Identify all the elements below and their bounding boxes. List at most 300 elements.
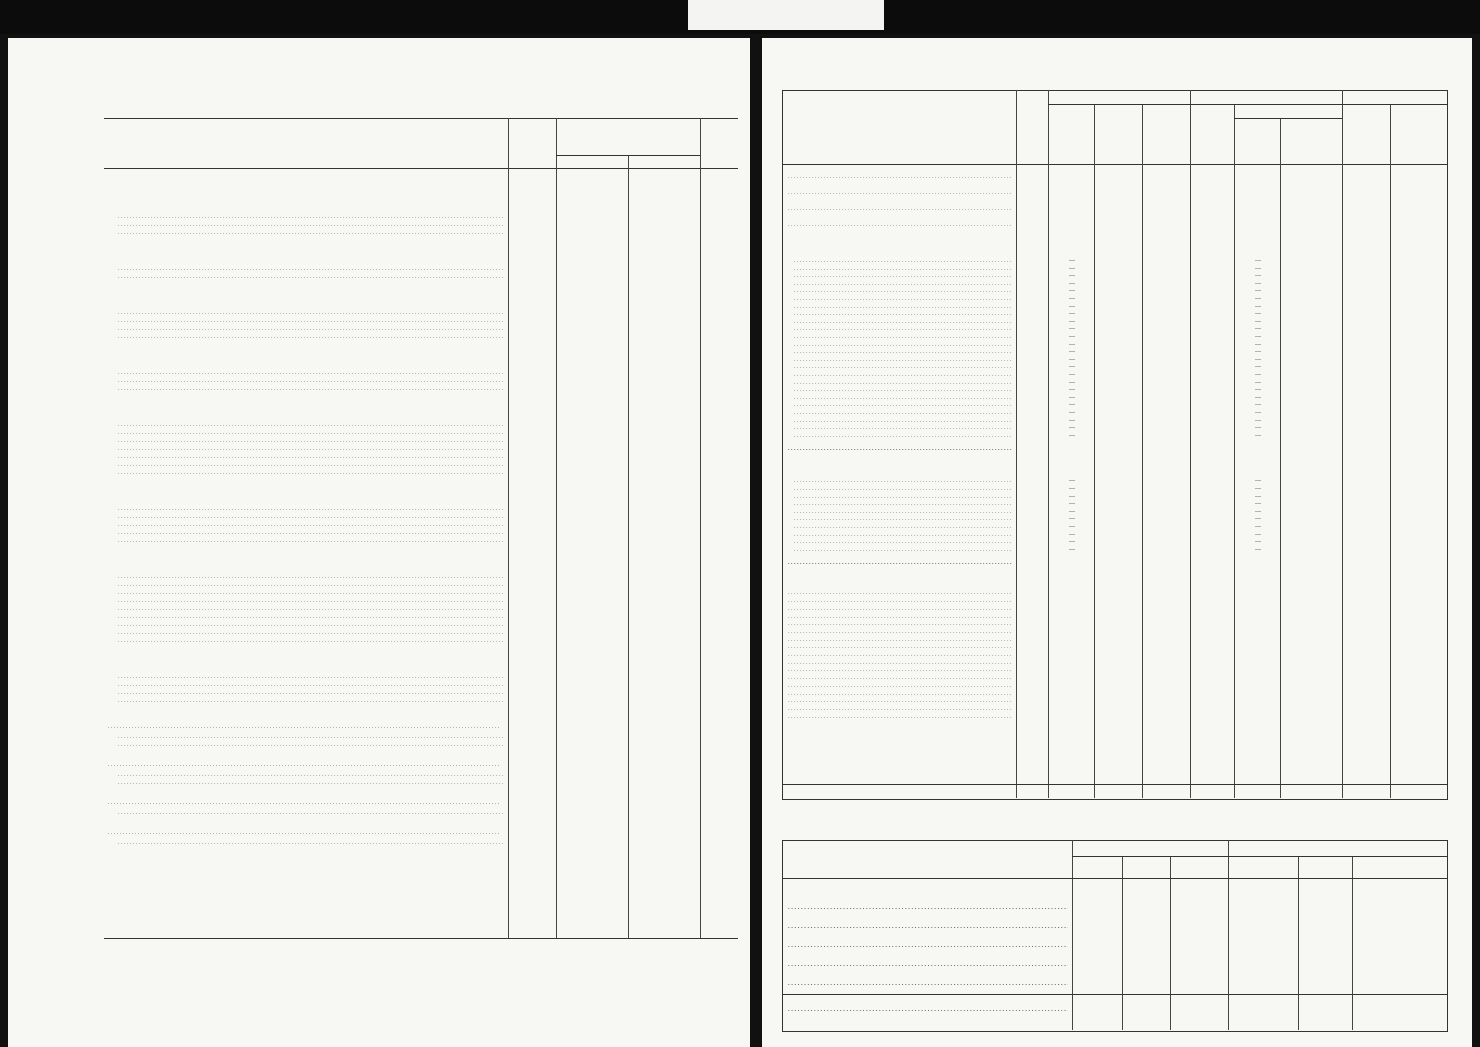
row-prezzo-tessera: — xyxy=(1255,296,1261,302)
table-row xyxy=(762,606,1472,613)
row-genere xyxy=(788,560,1012,567)
table-row xyxy=(762,342,1472,349)
summary-capitolo xyxy=(788,961,1068,968)
row-tessera: — xyxy=(1069,296,1075,302)
row-genere xyxy=(794,486,1012,493)
row-description xyxy=(118,214,504,221)
row-description xyxy=(118,438,504,445)
table-row xyxy=(8,772,750,779)
row-description xyxy=(118,734,504,741)
row-description xyxy=(118,622,504,629)
group-row xyxy=(8,664,750,671)
row-prezzo-tessera: — xyxy=(1255,326,1261,333)
table-row xyxy=(8,454,750,461)
row-prezzo-tessera: — xyxy=(1255,486,1261,492)
row-genere xyxy=(794,532,1012,539)
table-row xyxy=(8,598,750,605)
row-description xyxy=(118,326,504,333)
row-genere xyxy=(788,714,1012,721)
table-row xyxy=(8,574,750,581)
row-description xyxy=(118,780,504,787)
group-title xyxy=(108,724,504,731)
row-genere xyxy=(788,637,1012,644)
row-genere xyxy=(794,372,1012,379)
table-row xyxy=(762,319,1472,326)
table-row xyxy=(8,840,750,847)
table-row xyxy=(762,614,1472,621)
row-description xyxy=(118,506,504,513)
table-row xyxy=(8,326,750,333)
group-title xyxy=(108,830,504,837)
table-row xyxy=(762,372,1472,379)
row-genere xyxy=(788,675,1012,682)
row-genere xyxy=(794,288,1012,295)
table-row xyxy=(8,214,750,221)
table-row xyxy=(8,538,750,545)
row-tessera: — xyxy=(1069,387,1075,394)
table-row xyxy=(762,258,1472,265)
table-row xyxy=(8,698,750,705)
group-row xyxy=(762,250,1472,257)
summary-capitolo xyxy=(788,980,1068,987)
table-24b-frame xyxy=(782,840,1448,1032)
row-genere xyxy=(794,364,1012,371)
table-row xyxy=(762,590,1472,597)
row-genere xyxy=(794,326,1012,333)
row-prezzo-tessera: — xyxy=(1255,318,1261,325)
row-genere xyxy=(794,395,1012,402)
row-description xyxy=(118,462,504,469)
row-description xyxy=(118,582,504,589)
group-row xyxy=(8,800,750,807)
row-genere xyxy=(794,258,1012,265)
group-title xyxy=(108,762,504,769)
row-genere xyxy=(794,273,1012,280)
row-tessera: — xyxy=(1069,508,1075,515)
row-tessera: — xyxy=(1069,539,1075,546)
row-tessera: — xyxy=(1069,531,1075,538)
table-row xyxy=(762,311,1472,318)
table-row xyxy=(762,509,1472,516)
row-genere xyxy=(788,222,1012,229)
row-description xyxy=(118,230,504,237)
row-description xyxy=(118,386,504,393)
summary-row xyxy=(762,961,1472,968)
row-description xyxy=(118,514,504,521)
table-row xyxy=(762,714,1472,721)
row-genere xyxy=(794,539,1012,546)
row-genere xyxy=(794,319,1012,326)
group-row xyxy=(8,360,750,367)
row-tessera: — xyxy=(1069,273,1075,280)
row-tessera: — xyxy=(1069,478,1075,485)
row-prezzo-tessera: — xyxy=(1255,341,1261,348)
table-row xyxy=(762,410,1472,417)
row-genere xyxy=(788,706,1012,713)
row-prezzo-tessera: — xyxy=(1255,273,1261,280)
table-row xyxy=(762,501,1472,508)
summary-capitolo xyxy=(788,904,1068,911)
table-row xyxy=(762,266,1472,273)
row-description xyxy=(118,334,504,341)
row-genere xyxy=(794,478,1012,485)
row-genere xyxy=(794,418,1012,425)
row-description xyxy=(118,266,504,273)
subtotal-row xyxy=(762,560,1472,567)
row-genere xyxy=(794,387,1012,394)
row-description xyxy=(118,630,504,637)
right-page xyxy=(762,38,1472,1047)
row-genere xyxy=(794,266,1012,273)
group-row xyxy=(8,256,750,263)
row-prezzo-tessera: — xyxy=(1255,501,1261,508)
table-row xyxy=(762,478,1472,485)
table-row xyxy=(762,660,1472,667)
table-row xyxy=(762,357,1472,364)
row-description xyxy=(118,598,504,605)
row-description xyxy=(118,682,504,689)
row-description xyxy=(118,810,504,817)
summary-capitolo xyxy=(788,1006,1068,1013)
table-row xyxy=(8,462,750,469)
row-genere xyxy=(794,433,1012,440)
row-genere xyxy=(788,614,1012,621)
row-prezzo-tessera: — xyxy=(1255,265,1261,272)
row-genere xyxy=(788,691,1012,698)
summary-capitolo xyxy=(788,942,1068,949)
group-row xyxy=(8,762,750,769)
row-description xyxy=(118,378,504,385)
group-row xyxy=(8,724,750,731)
table-row xyxy=(762,652,1472,659)
table-row xyxy=(762,380,1472,387)
row-genere xyxy=(788,174,1012,181)
row-genere xyxy=(794,501,1012,508)
group-row xyxy=(8,496,750,503)
summary-row xyxy=(762,904,1472,911)
row-prezzo-tessera: — xyxy=(1255,303,1261,310)
row-prezzo-tessera: — xyxy=(1255,531,1261,538)
row-genere xyxy=(788,629,1012,636)
table-row xyxy=(762,598,1472,605)
table-row xyxy=(762,418,1472,425)
row-tessera: — xyxy=(1069,303,1075,310)
row-description xyxy=(118,698,504,705)
table-row xyxy=(8,266,750,273)
row-genere xyxy=(794,402,1012,409)
row-description xyxy=(118,422,504,429)
row-description xyxy=(118,446,504,453)
row-tessera: — xyxy=(1069,288,1075,295)
row-tessera: — xyxy=(1069,341,1075,348)
table-row xyxy=(762,433,1472,440)
table-row xyxy=(762,190,1472,197)
row-tessera: — xyxy=(1069,410,1075,416)
group-row xyxy=(8,300,750,307)
table-row xyxy=(8,780,750,787)
row-description xyxy=(118,840,504,847)
row-tessera: — xyxy=(1069,280,1075,287)
row-prezzo-tessera: — xyxy=(1255,349,1261,356)
table-row xyxy=(8,506,750,513)
row-prezzo-tessera: — xyxy=(1255,493,1261,500)
row-tessera: — xyxy=(1069,334,1075,340)
group-row xyxy=(8,412,750,419)
row-tessera: — xyxy=(1069,326,1075,333)
row-prezzo-tessera: — xyxy=(1255,280,1261,287)
summary-row xyxy=(762,942,1472,949)
row-tessera: — xyxy=(1069,524,1075,530)
row-genere xyxy=(794,296,1012,303)
row-prezzo-tessera: — xyxy=(1255,516,1261,523)
row-prezzo-tessera: — xyxy=(1255,334,1261,340)
row-genere xyxy=(794,349,1012,356)
summary-capitolo xyxy=(788,923,1068,930)
row-genere xyxy=(788,190,1012,197)
summary-total-row xyxy=(762,1006,1472,1013)
row-tessera: — xyxy=(1069,311,1075,318)
row-genere xyxy=(788,621,1012,628)
row-tessera: — xyxy=(1069,265,1075,272)
summary-row xyxy=(762,923,1472,930)
table-row xyxy=(762,539,1472,546)
row-tessera: — xyxy=(1069,356,1075,363)
row-tessera: — xyxy=(1069,402,1075,409)
table-row xyxy=(762,547,1472,554)
table-row xyxy=(8,318,750,325)
row-description xyxy=(118,614,504,621)
row-tessera: — xyxy=(1069,394,1075,401)
table-row xyxy=(8,810,750,817)
subtotal-row xyxy=(762,446,1472,453)
table-row xyxy=(8,630,750,637)
row-genere xyxy=(788,598,1012,605)
table-row xyxy=(762,334,1472,341)
table-row xyxy=(8,470,750,477)
row-description xyxy=(118,430,504,437)
table-row xyxy=(8,614,750,621)
row-genere xyxy=(794,410,1012,417)
row-prezzo-tessera: — xyxy=(1255,539,1261,546)
table-row xyxy=(8,606,750,613)
table-row xyxy=(762,532,1472,539)
table-row xyxy=(8,734,750,741)
table-row xyxy=(762,667,1472,674)
table-row xyxy=(8,622,750,629)
row-genere xyxy=(794,342,1012,349)
total-row xyxy=(762,788,1472,795)
scanner-top-paper xyxy=(688,0,884,30)
table-row xyxy=(8,682,750,689)
table-row xyxy=(762,387,1472,394)
row-genere xyxy=(788,446,1012,453)
row-genere xyxy=(794,304,1012,311)
table-row xyxy=(8,742,750,749)
row-prezzo-tessera: — xyxy=(1255,524,1261,530)
row-prezzo-tessera: — xyxy=(1255,508,1261,515)
row-genere xyxy=(788,652,1012,659)
table-row xyxy=(8,590,750,597)
row-prezzo-tessera: — xyxy=(1255,356,1261,363)
table-row xyxy=(762,644,1472,651)
row-prezzo-tessera: — xyxy=(1255,402,1261,409)
row-description xyxy=(118,674,504,681)
table-row xyxy=(762,706,1472,713)
row-description xyxy=(118,590,504,597)
row-prezzo-tessera: — xyxy=(1255,258,1261,264)
table-row xyxy=(762,364,1472,371)
table-row xyxy=(8,230,750,237)
row-prezzo-tessera: — xyxy=(1255,311,1261,318)
row-description xyxy=(118,530,504,537)
row-genere xyxy=(788,206,1012,213)
summary-row xyxy=(762,980,1472,987)
row-prezzo-tessera: — xyxy=(1255,425,1261,432)
row-description xyxy=(118,274,504,281)
table-row xyxy=(762,281,1472,288)
table-row xyxy=(8,522,750,529)
table-row xyxy=(8,530,750,537)
row-tessera: — xyxy=(1069,258,1075,264)
row-genere xyxy=(794,494,1012,501)
row-tessera: — xyxy=(1069,379,1075,386)
row-genere xyxy=(794,516,1012,523)
table-row xyxy=(8,582,750,589)
row-prezzo-tessera: — xyxy=(1255,546,1261,553)
group-row xyxy=(8,830,750,837)
row-tessera: — xyxy=(1069,417,1075,424)
table-row xyxy=(762,296,1472,303)
row-prezzo-tessera: — xyxy=(1255,432,1261,439)
group-title xyxy=(108,800,504,807)
row-description xyxy=(118,742,504,749)
table-row xyxy=(762,524,1472,531)
row-tessera: — xyxy=(1069,349,1075,356)
row-genere xyxy=(788,683,1012,690)
row-genere xyxy=(788,590,1012,597)
row-genere xyxy=(794,380,1012,387)
group-row xyxy=(8,564,750,571)
row-description xyxy=(118,470,504,477)
row-genere xyxy=(794,311,1012,318)
row-prezzo-tessera: — xyxy=(1255,364,1261,371)
table-row xyxy=(762,698,1472,705)
row-description xyxy=(118,522,504,529)
row-genere xyxy=(788,644,1012,651)
row-genere xyxy=(794,357,1012,364)
table-row xyxy=(762,425,1472,432)
table-row xyxy=(8,430,750,437)
table-row xyxy=(762,486,1472,493)
table-row xyxy=(762,395,1472,402)
row-tessera: — xyxy=(1069,546,1075,553)
table-row xyxy=(8,222,750,229)
table-row xyxy=(762,402,1472,409)
row-description xyxy=(118,772,504,779)
left-page xyxy=(8,38,750,1047)
row-prezzo-tessera: — xyxy=(1255,394,1261,401)
row-genere xyxy=(794,425,1012,432)
row-genere xyxy=(788,660,1012,667)
table-row xyxy=(762,222,1472,229)
row-prezzo-tessera: — xyxy=(1255,379,1261,386)
table-row xyxy=(8,370,750,377)
row-description xyxy=(118,606,504,613)
table-row xyxy=(8,274,750,281)
row-description xyxy=(118,370,504,377)
table-row xyxy=(762,516,1472,523)
group-row xyxy=(762,464,1472,471)
row-prezzo-tessera: — xyxy=(1255,410,1261,416)
table-row xyxy=(762,621,1472,628)
row-prezzo-tessera: — xyxy=(1255,417,1261,424)
table-row xyxy=(8,422,750,429)
row-genere xyxy=(794,281,1012,288)
row-prezzo-tessera: — xyxy=(1255,288,1261,295)
table-row xyxy=(8,446,750,453)
table-row xyxy=(8,310,750,317)
row-description xyxy=(118,222,504,229)
table-row xyxy=(8,334,750,341)
row-tessera: — xyxy=(1069,516,1075,523)
row-tessera: — xyxy=(1069,318,1075,325)
row-genere xyxy=(794,334,1012,341)
table-row xyxy=(762,629,1472,636)
row-tessera: — xyxy=(1069,425,1075,432)
row-tessera: — xyxy=(1069,501,1075,508)
row-genere xyxy=(794,509,1012,516)
table-row xyxy=(762,691,1472,698)
row-description xyxy=(118,638,504,645)
row-tessera: — xyxy=(1069,372,1075,378)
table-row xyxy=(762,288,1472,295)
row-tessera: — xyxy=(1069,493,1075,500)
row-prezzo-tessera: — xyxy=(1255,478,1261,485)
table-row xyxy=(762,675,1472,682)
row-description xyxy=(118,454,504,461)
row-description xyxy=(118,574,504,581)
row-genere xyxy=(788,698,1012,705)
row-description xyxy=(118,318,504,325)
table-row xyxy=(762,206,1472,213)
row-description xyxy=(118,690,504,697)
row-genere xyxy=(788,667,1012,674)
table-row xyxy=(8,386,750,393)
row-prezzo-tessera: — xyxy=(1255,387,1261,394)
row-description xyxy=(118,310,504,317)
row-prezzo-tessera: — xyxy=(1255,372,1261,378)
table-row xyxy=(8,378,750,385)
row-description xyxy=(118,538,504,545)
group-row xyxy=(8,204,750,211)
table-row xyxy=(762,174,1472,181)
table-row xyxy=(762,494,1472,501)
row-genere xyxy=(794,547,1012,554)
table-row xyxy=(762,304,1472,311)
table-row xyxy=(762,326,1472,333)
table-row xyxy=(8,514,750,521)
table-row xyxy=(762,637,1472,644)
table-row xyxy=(8,690,750,697)
row-genere xyxy=(794,524,1012,531)
table-row xyxy=(762,349,1472,356)
row-tessera: — xyxy=(1069,486,1075,492)
table-row xyxy=(8,638,750,645)
row-tessera: — xyxy=(1069,364,1075,371)
table-row xyxy=(762,683,1472,690)
row-genere xyxy=(788,606,1012,613)
table-row xyxy=(8,438,750,445)
